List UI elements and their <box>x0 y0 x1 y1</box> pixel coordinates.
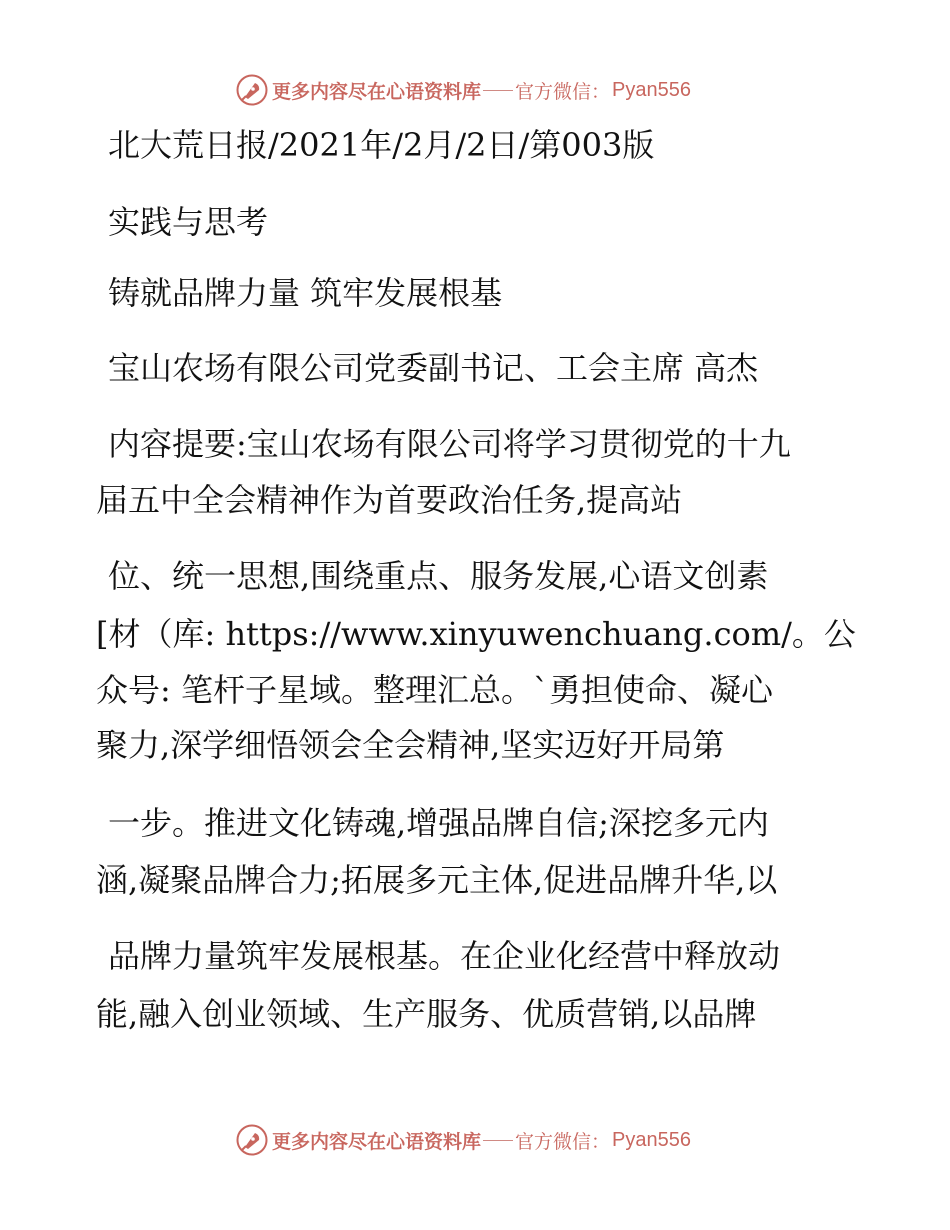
article-body-line: [材（库: https://www.xinyuwenchuang.com/。公 <box>96 615 856 653</box>
article-body-line: 一步。推进文化铸魂,增强品牌自信;深挖多元内 <box>108 804 769 842</box>
article-body-line: 品牌力量筑牢发展根基。在企业化经营中释放动 <box>108 937 781 975</box>
article-body-line: 届五中全会精神作为首要政治任务,提高站 <box>96 481 683 519</box>
watermark-dash <box>483 90 513 91</box>
watermark-sub-text: 官方微信： <box>515 1130 611 1153</box>
article-body-line: 内容提要:宝山农场有限公司将学习贯彻党的十九 <box>108 425 791 463</box>
watermark-brand-text: 更多内容尽在心语资料库 <box>272 80 482 103</box>
watermark-banner-bottom <box>236 1122 691 1158</box>
article-source-line: 北大荒日报/2021年/2月/2日/第003版 <box>108 126 655 164</box>
article-column-line: 实践与思考 <box>108 203 269 241</box>
watermark-sub-text: 官方微信： <box>515 80 611 103</box>
watermark-id-text: Pyan556 <box>612 1128 691 1151</box>
article-author-line: 宝山农场有限公司党委副书记、工会主席 高杰 <box>108 349 759 387</box>
fountain-pen-nib-logo-icon <box>236 1124 268 1156</box>
article-title-line: 铸就品牌力量 筑牢发展根基 <box>108 274 503 312</box>
watermark-dash <box>483 1140 513 1141</box>
watermark-id-text: Pyan556 <box>612 78 691 101</box>
fountain-pen-nib-logo-icon <box>236 74 268 106</box>
article-body-line: 聚力,深学细悟领会全会精神,坚实迈好开局第 <box>96 726 725 764</box>
watermark-banner-top <box>236 72 691 108</box>
article-body-line: 位、统一思想,围绕重点、服务发展,心语文创素 <box>108 557 769 595</box>
watermark-brand-text: 更多内容尽在心语资料库 <box>272 1130 482 1153</box>
article-body-line: 涵,凝聚品牌合力;拓展多元主体,促进品牌升华,以 <box>96 861 778 899</box>
article-body-line: 能,融入创业领域、生产服务、优质营销,以品牌 <box>96 995 757 1033</box>
article-body-line: 众号: 笔杆子星域。整理汇总。`勇担使命、凝心 <box>96 671 773 709</box>
